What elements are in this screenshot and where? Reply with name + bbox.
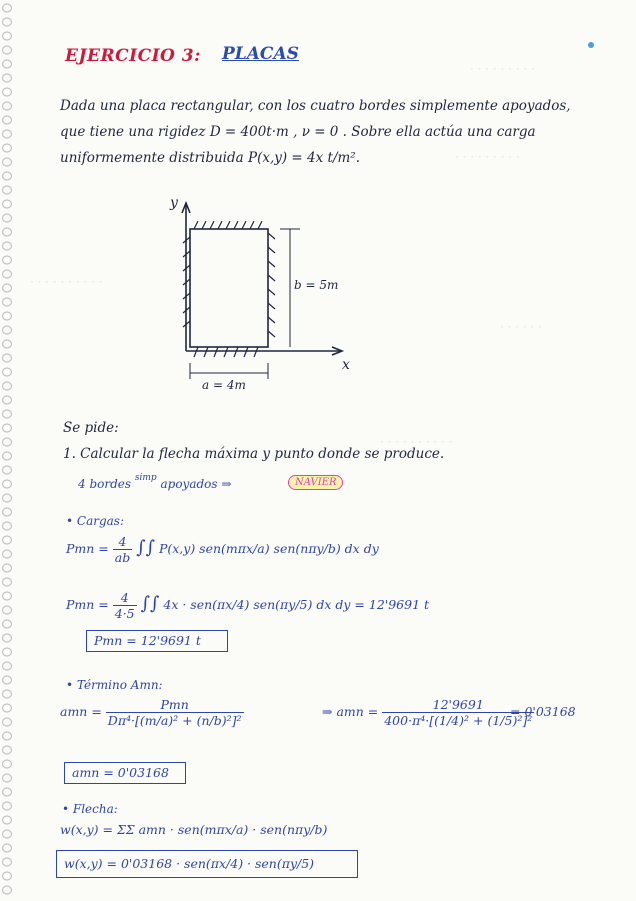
cargas-heading: • Cargas:: [66, 514, 125, 528]
termino-result: = 0'03168: [510, 704, 576, 719]
punch-dot: [588, 42, 594, 48]
cargas-num-integrand: 4x · sen(πx/4) sen(πy/5) dx dy: [163, 597, 351, 612]
binding-ring: [3, 536, 12, 544]
binding-ring: [3, 242, 12, 250]
supports-pre: 4 bordes: [78, 477, 132, 491]
binding-ring: [3, 746, 12, 754]
cargas-general-fraction: [113, 534, 132, 565]
support-hatching: [183, 221, 275, 357]
fraction-denominator: 400·π⁴·[(1/4)² + (1/5)²]²: [384, 713, 533, 728]
question-heading: Se pide:: [63, 420, 119, 436]
binding-ring: [3, 494, 12, 502]
binding-ring: [3, 410, 12, 418]
binding-ring: [3, 704, 12, 712]
binding-ring: [3, 564, 12, 572]
binding-ring: [3, 690, 12, 698]
binding-ring: [3, 578, 12, 586]
binding-ring: [3, 858, 12, 866]
binding-ring: [3, 816, 12, 824]
binding-ring: [3, 298, 12, 306]
statement-line-3: uniformemente distribuida P(x,y) = 4x t/m².: [60, 150, 360, 166]
binding-ring: [3, 18, 12, 26]
question-item-1: 1. Calcular la flecha máxima y punto donde se produce.: [63, 446, 445, 462]
supports-line: [78, 473, 232, 491]
fraction-numerator: 12'9691: [382, 697, 534, 713]
binding-ring: [3, 284, 12, 292]
termino-lhs: amn =: [60, 704, 102, 719]
fraction-numerator: 4: [113, 590, 137, 606]
binding-ring: [3, 788, 12, 796]
fraction-denominator: ab: [114, 550, 131, 565]
flecha-result-text: w(x,y) = 0'03168 · sen(πx/4) · sen(πy/5): [64, 856, 315, 871]
binding-ring: [3, 60, 12, 68]
binding-ring: [3, 886, 12, 894]
binding-ring: [3, 382, 12, 390]
binding-ring: [3, 74, 12, 82]
binding-ring: [3, 466, 12, 474]
termino-general-formula: [60, 697, 244, 728]
binding-ring: [3, 32, 12, 40]
binding-ring: [3, 550, 12, 558]
supports-abbr: simp: [134, 473, 157, 483]
plate-diagram: [150, 185, 370, 395]
binding-ring: [3, 144, 12, 152]
binding-ring: [3, 760, 12, 768]
binding-ring: [3, 116, 12, 124]
binding-ring: [3, 172, 12, 180]
statement-line-2: que tiene una rigidez D = 400t·m , ν = 0 . Sobre ella actúa una carga: [60, 124, 536, 140]
cargas-numeric-formula: [66, 590, 429, 621]
binding-ring: [3, 368, 12, 376]
spiral-binding: [0, 0, 14, 901]
dimension-lines: [190, 229, 300, 379]
binding-ring: [3, 200, 12, 208]
binding-ring: [3, 844, 12, 852]
binding-ring: [3, 452, 12, 460]
bleed-through-text: · · · · · · · · ·: [470, 62, 535, 76]
binding-ring: [3, 88, 12, 96]
topic-title: PLACAS: [222, 44, 299, 64]
plate-outline: [190, 229, 268, 347]
binding-ring: [3, 130, 12, 138]
fraction-denominator: Dπ⁴·[(m/a)² + (n/b)²]²: [107, 713, 242, 728]
binding-ring: [3, 256, 12, 264]
binding-ring: [3, 802, 12, 810]
cargas-num-fraction: [113, 590, 137, 621]
binding-ring: [3, 158, 12, 166]
binding-ring: [3, 606, 12, 614]
bleed-through-text: · · · · · · · · · ·: [30, 275, 103, 289]
fraction-denominator: 4·5: [114, 606, 135, 621]
binding-ring: [3, 732, 12, 740]
termino-numeric-formula: [322, 697, 534, 728]
height-dimension-label: b = 5m: [294, 278, 339, 292]
pmn-result-text: Pmn = 12'9691 t: [94, 633, 201, 648]
binding-ring: [3, 508, 12, 516]
binding-ring: [3, 480, 12, 488]
binding-ring: [3, 354, 12, 362]
amn-result-text: amn = 0'03168: [72, 765, 169, 780]
cargas-num-result: = 12'9691 t: [354, 597, 430, 612]
binding-ring: [3, 522, 12, 530]
x-axis-label: x: [342, 357, 350, 373]
binding-ring: [3, 718, 12, 726]
binding-ring: [3, 102, 12, 110]
bleed-through-text: · · · · · · · · · ·: [380, 435, 453, 449]
double-integral-sign: ∫∫: [140, 593, 160, 614]
binding-ring: [3, 774, 12, 782]
binding-ring: [3, 438, 12, 446]
bleed-through-text: · · · · · · · · ·: [455, 150, 520, 164]
cargas-general-formula: [66, 534, 379, 565]
statement-line-1: Dada una placa rectangular, con los cuatro bordes simplemente apoyados,: [60, 98, 571, 114]
exercise-title: EJERCICIO 3:: [65, 46, 201, 66]
binding-ring: [3, 648, 12, 656]
binding-ring: [3, 214, 12, 222]
binding-ring: [3, 634, 12, 642]
method-highlight: NAVIER: [288, 475, 343, 490]
binding-ring: [3, 186, 12, 194]
termino-heading: • Término Amn:: [66, 678, 163, 692]
fraction-numerator: Pmn: [106, 697, 244, 713]
binding-ring: [3, 620, 12, 628]
cargas-general-integrand: P(x,y) sen(mπx/a) sen(nπy/b) dx dy: [158, 541, 379, 556]
binding-ring: [3, 46, 12, 54]
binding-ring: [3, 424, 12, 432]
binding-ring: [3, 872, 12, 880]
flecha-general-formula: w(x,y) = ΣΣ amn · sen(mπx/a) · sen(nπy/b): [60, 822, 328, 837]
bleed-through-text: · · · · · ·: [500, 320, 542, 334]
binding-ring: [3, 662, 12, 670]
width-dimension-label: a = 4m: [202, 378, 246, 392]
binding-ring: [3, 396, 12, 404]
binding-ring: [3, 270, 12, 278]
flecha-heading: • Flecha:: [62, 802, 118, 816]
cargas-general-lhs: Pmn =: [66, 541, 109, 556]
y-axis-label: y: [170, 195, 178, 211]
binding-ring: [3, 676, 12, 684]
binding-ring: [3, 326, 12, 334]
fraction-numerator: 4: [113, 534, 132, 550]
termino-arrow: ⇒ amn =: [322, 704, 379, 719]
double-integral-sign: ∫∫: [136, 537, 155, 558]
binding-ring: [3, 830, 12, 838]
binding-ring: [3, 4, 12, 12]
binding-ring: [3, 312, 12, 320]
binding-ring: [3, 228, 12, 236]
binding-ring: [3, 592, 12, 600]
cargas-num-lhs: Pmn =: [66, 597, 109, 612]
termino-general-fraction: [106, 697, 244, 728]
binding-ring: [3, 340, 12, 348]
supports-post: apoyados ⇒: [160, 477, 232, 491]
